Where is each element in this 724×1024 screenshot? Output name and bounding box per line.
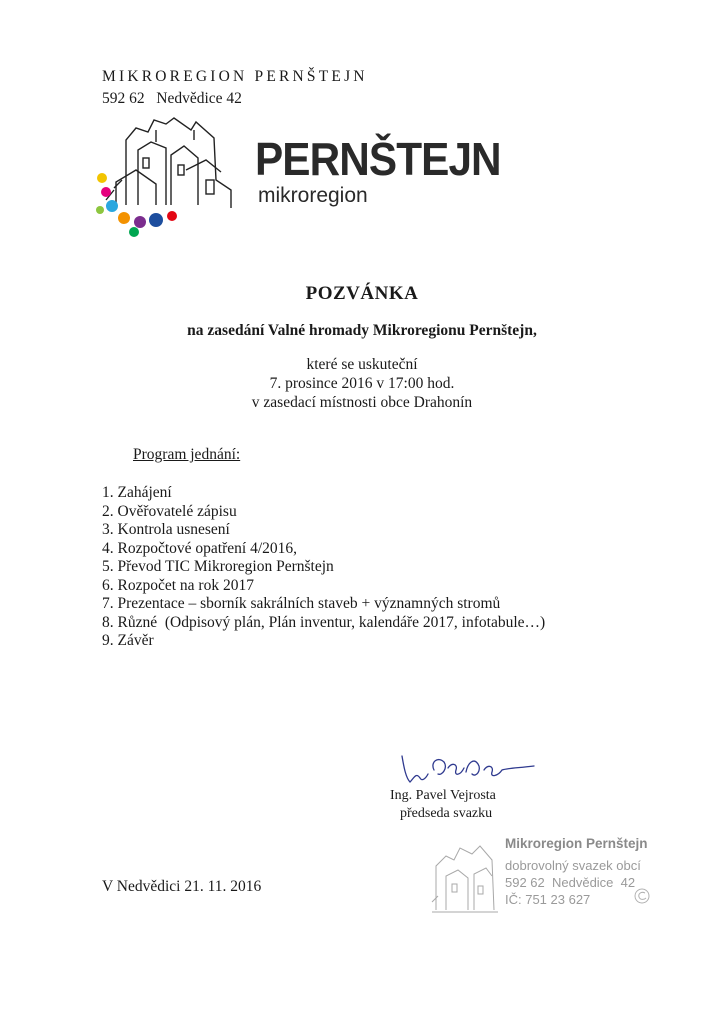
stamp-line: dobrovolný svazek obcí	[505, 858, 641, 873]
document-title: POZVÁNKA	[305, 283, 419, 304]
signer-name: Ing. Pavel Vejrosta	[390, 788, 496, 803]
logo-dot	[106, 200, 118, 212]
meeting-datetime: 7. prosince 2016 v 17:00 hod.	[269, 375, 455, 392]
agenda-item: 9. Závěr	[102, 632, 154, 649]
program-heading: Program jednání:	[133, 446, 241, 463]
meeting-intro: které se uskuteční	[306, 356, 418, 373]
organization-address: 592 62 Nedvědice 42	[102, 90, 242, 107]
stamp-line: IČ: 751 23 627	[505, 892, 591, 907]
castle-logo-icon	[96, 110, 246, 238]
place-and-date: V Nedvědici 21. 11. 2016	[102, 878, 262, 895]
logo-dot	[149, 213, 163, 227]
logo-subtitle: mikroregion	[258, 184, 368, 207]
agenda-item: 4. Rozpočtové opatření 4/2016,	[102, 539, 297, 557]
logo-title: PERNŠTEJN	[255, 133, 501, 185]
meeting-location: v zasedací místnosti obce Drahonín	[251, 394, 473, 411]
logo-dot	[167, 211, 177, 221]
agenda-item: 7. Prezentace – sborník sakrálních staveb + významných stromů	[102, 595, 501, 612]
logo-dot	[96, 206, 104, 214]
logo-dot	[118, 212, 130, 224]
agenda-item: 8. Různé (Odpisový plán, Plán inventur, kalendáře 2017, infotabule…)	[102, 613, 546, 631]
signer-role: předseda svazku	[400, 806, 493, 821]
stamp-line: 592 62 Nedvědice 42	[505, 875, 636, 890]
handwritten-signature	[398, 748, 538, 790]
organization-name: MIKROREGION PERNŠTEJN	[102, 68, 368, 85]
agenda-item: 1. Zahájení	[102, 484, 172, 501]
agenda-list	[102, 484, 545, 651]
color-dots	[96, 173, 177, 237]
agenda-item: 5. Převod TIC Mikroregion Pernštejn	[102, 558, 334, 575]
logo-dot	[101, 187, 111, 197]
logo-dot	[97, 173, 107, 183]
logo-dot	[129, 227, 139, 237]
logo-dot	[134, 216, 146, 228]
agenda-item: 3. Kontrola usnesení	[102, 521, 230, 538]
agenda-item: 6. Rozpočet na rok 2017	[102, 576, 254, 594]
document-subtitle: na zasedání Valné hromady Mikroregionu Pernštejn,	[187, 322, 537, 339]
stamp-title: Mikroregion Pernštejn	[505, 836, 648, 851]
agenda-item: 2. Ověřovatelé zápisu	[102, 502, 237, 520]
